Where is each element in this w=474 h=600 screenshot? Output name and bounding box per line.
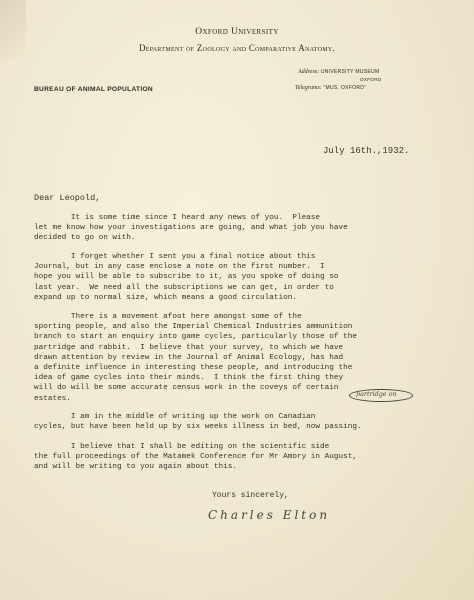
text-line: hope you will be able to subscribe to it, as you spoke of doing so — [34, 273, 339, 282]
annotation-text: partridge on — [356, 390, 397, 398]
salutation: Dear Leopold, — [34, 193, 101, 203]
text-line: cycles, but have been held up by six weeks illness in bed, now passing. — [34, 423, 362, 432]
text-line: estates. — [34, 394, 71, 403]
text-line: partridge and rabbit. I believe that your survey, to which we have — [34, 343, 344, 352]
address-line — [298, 69, 379, 75]
paragraph — [34, 213, 348, 244]
address-label: Address: — [298, 69, 320, 75]
text-line: last year. We need all the subscriptions we can get, in order to — [34, 283, 334, 292]
telegrams-line — [295, 85, 366, 91]
text-line: drawn attention by review in the Journal of Animal Ecology, has had — [34, 353, 344, 362]
handwritten-annotation — [349, 389, 413, 402]
paragraph — [34, 442, 357, 473]
bureau-name: BUREAU OF ANIMAL POPULATION — [34, 86, 153, 93]
text-line: let me know how your investigations are going, and what job you have — [34, 224, 348, 233]
text-line: decided to go on with. — [34, 234, 136, 243]
closing: Yours sincerely, — [212, 491, 289, 500]
text-line: It is some time since I heard any news of you. Please — [34, 214, 321, 222]
signature: Charles Elton — [208, 508, 331, 522]
text-line: I believe that I shall be editing on the scientific side — [34, 443, 330, 451]
letter-date: July 16th.,1932. — [323, 146, 410, 156]
department-name: Department of Zoology and Comparative Anatomy. — [138, 43, 336, 53]
text-line: branch to start an enquiry into game cycles, particularly those of the — [34, 333, 357, 342]
address-value: UNIVERSITY MUSEUM — [320, 69, 380, 75]
text-line: a definite influence in interesting these people, and introducing the — [34, 364, 353, 373]
text-line: will do will be some accurate census work in the coveys of certain — [34, 384, 339, 393]
text-line: idea of game cycles into their minds. I think the first thing they — [34, 374, 344, 383]
address-city: OXFORD — [360, 77, 382, 82]
text-line: sporting people, and also the Imperial Chemical Industries ammunition — [34, 323, 353, 332]
telegrams-label: Telegrams: — [295, 85, 322, 91]
telegrams-value: "MUS. OXFORD" — [323, 85, 367, 91]
paragraph — [34, 412, 362, 432]
text-line: There is a movement afoot here amongst some of the — [34, 313, 302, 321]
text-line: Journal, but in any case enclose a note on the first number. I — [34, 263, 325, 272]
university-name: Oxford University — [195, 27, 279, 37]
text-line: the full proceedings of the Matamek Conference for Mr Amory in August, — [34, 453, 357, 462]
text-line: I am in the middle of writing up the work on Canadian — [34, 413, 316, 421]
text-line: expand up to normal size, which means a good circulation. — [34, 293, 297, 302]
paragraph — [34, 312, 357, 404]
paragraph — [34, 252, 338, 303]
text-line: and will be writing to you again about this. — [34, 463, 237, 472]
text-line: I forget whether I sent you a final notice about this — [34, 253, 316, 261]
